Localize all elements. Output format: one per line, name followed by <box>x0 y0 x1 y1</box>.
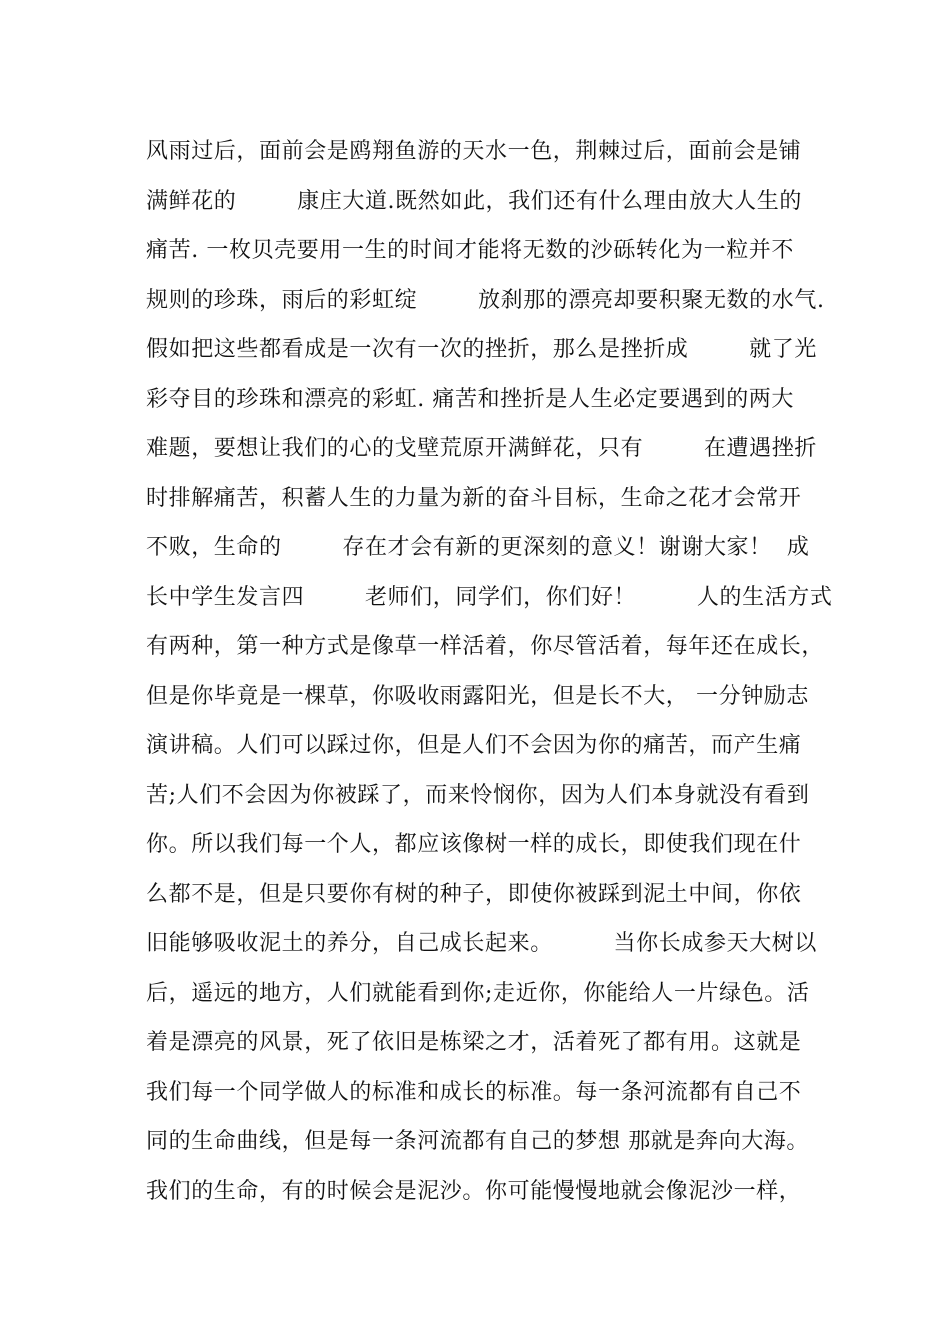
text-line: 痛苦. 一枚贝壳要用一生的时间才能将无数的沙砾转化为一粒并不 <box>146 238 794 263</box>
text-line: 长中学生发言四 老师们，同学们，你们好！ 人的生活方式 <box>146 584 833 610</box>
text-line: 苦;人们不会因为你被踩了，而来怜悯你，因为人们本身就没有看到 <box>146 782 810 808</box>
text-line: 同的生命曲线，但是每一条河流都有自己的梦想 那就是奔向大海。 <box>146 1129 809 1154</box>
text-line: 规则的珍珠，雨后的彩虹绽 放刹那的漂亮却要积聚无数的水气. <box>146 287 825 313</box>
text-line: 但是你毕竟是一棵草，你吸收雨露阳光，但是长不大， 一分钟励志 <box>146 683 809 709</box>
text-line: 后，遥远的地方，人们就能看到你;走近你，你能给人一片绿色。活 <box>146 980 810 1006</box>
text-line: 着是漂亮的风景，死了依旧是栋梁之才，活着死了都有用。这就是 <box>146 1030 802 1055</box>
text-line: 满鲜花的 康庄大道.既然如此，我们还有什么理由放大人生的 <box>146 188 802 214</box>
text-line: 你。所以我们每一个人，都应该像树一样的成长，即使我们现在什 <box>146 832 802 857</box>
text-line: 不败，生命的 存在才会有新的更深刻的意义！谢谢大家！ 成 <box>146 535 810 560</box>
text-line: 难题，要想让我们的心的戈壁荒原开满鲜花，只有 在遭遇挫折 <box>146 436 817 461</box>
text-line: 我们每一个同学做人的标准和成长的标准。每一条河流都有自己不 <box>146 1079 802 1105</box>
text-line: 有两种，第一种方式是像草一样活着，你尽管活着，每年还在成长， <box>146 634 825 659</box>
text-line: 彩夺目的珍珠和漂亮的彩虹. 痛苦和挫折是人生必定要遇到的两大 <box>146 386 794 412</box>
body-text <box>146 132 833 1221</box>
text-line: 么都不是，但是只要你有树的种子，即使你被踩到泥土中间，你依 <box>146 881 802 907</box>
text-line: 演讲稿。人们可以踩过你，但是人们不会因为你的痛苦，而产生痛 <box>146 733 802 758</box>
text-line: 时排解痛苦，积蓄人生的力量为新的奋斗目标，生命之花才会常开 <box>146 485 802 511</box>
text-line: 我们的生命，有的时候会是泥沙。你可能慢慢地就会像泥沙一样， <box>146 1178 802 1204</box>
text-line: 风雨过后，面前会是鸥翔鱼游的天水一色，荆棘过后，面前会是铺 <box>146 139 802 164</box>
text-line: 旧能够吸收泥土的养分，自己成长起来。 当你长成参天大树以 <box>146 931 817 956</box>
text-line: 假如把这些都看成是一次有一次的挫折，那么是挫折成 就了光 <box>146 337 817 362</box>
